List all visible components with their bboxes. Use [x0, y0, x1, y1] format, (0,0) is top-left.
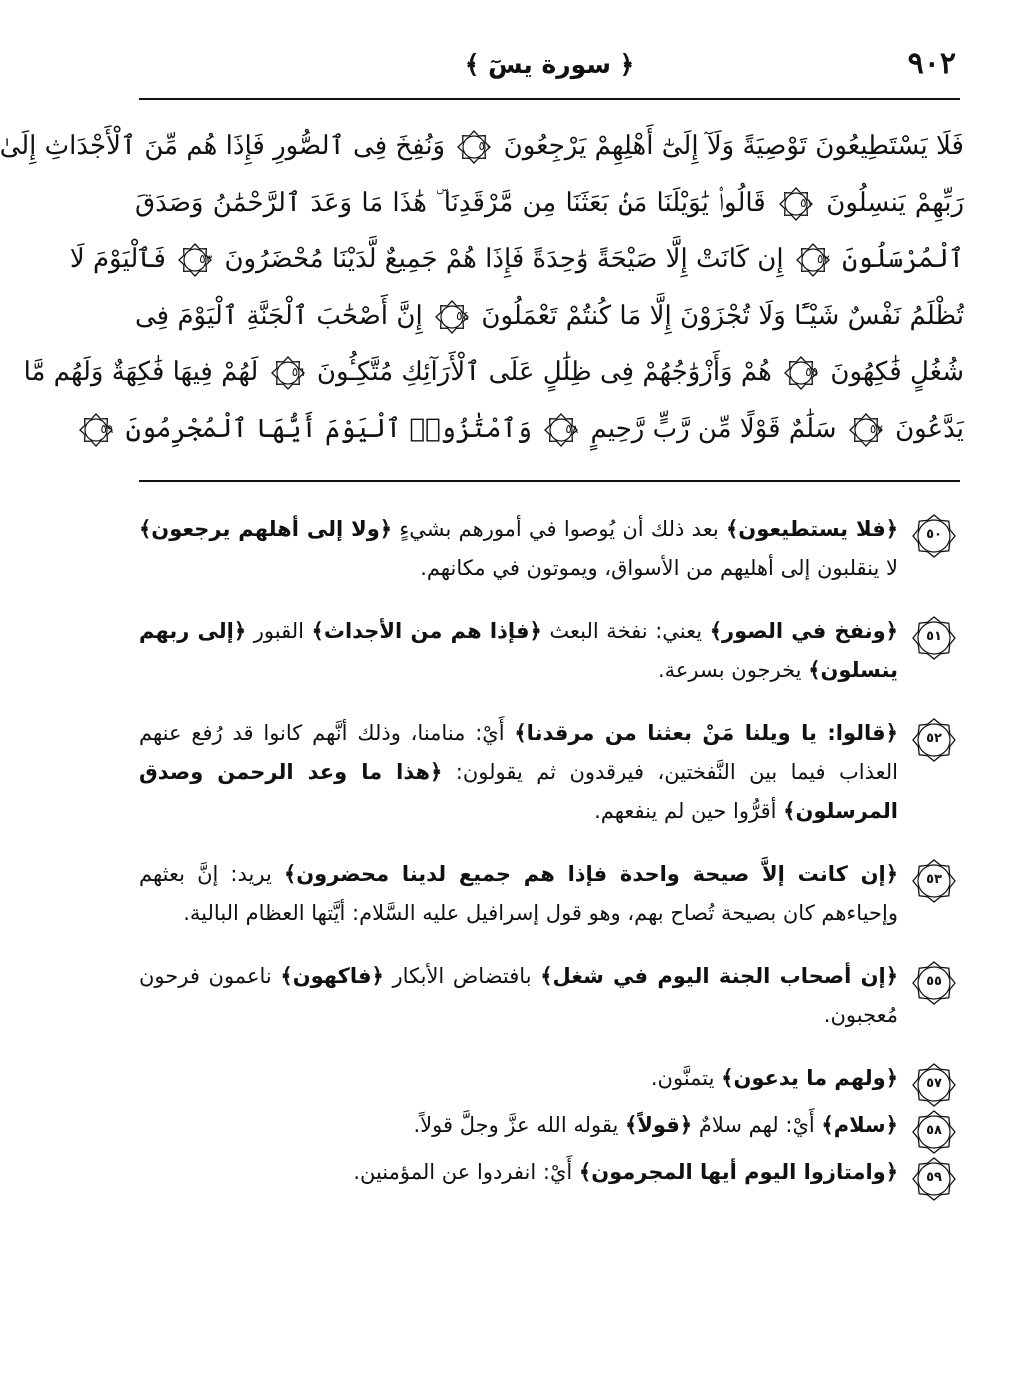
ayah-number: ٥٣ [199, 252, 213, 266]
quran-text: هُمْ وَأَزْوَٰجُهُمْ فِى ظِلَٰلٍ عَلَى ٱلْأَرَآئِكِ مُتَّكِـُٔونَ [316, 357, 772, 387]
quoted-verse-text: ﴿فإذا هم من الأجداث﴾ [311, 619, 542, 643]
quoted-verse-text: ﴿قالوا: يا ويلنا مَنْ بعثنا من مرقدنا﴾ [514, 721, 898, 745]
tafsir-ayah-number: ٥٣ [926, 872, 942, 887]
quran-text: قَالُوا۟ يَٰوَيْلَنَا مَنۢ بَعَثَنَا مِن مَّرْقَدِنَا ۜ هَٰذَا مَا وَعَدَ ٱلرَّحْمَٰنُ وَصَدَقَ [135, 187, 766, 218]
page-number: ٩٠٢ [907, 46, 956, 81]
quran-text: وَٱمْتَٰزُوا۟ ٱلْيَوْمَ أَيُّهَا ٱلْمُجْرِمُونَ [125, 413, 533, 444]
ayah-number: ٥٩ [100, 421, 114, 436]
ayah-number-marker [544, 413, 578, 447]
tafsir-ayah-number: ٥٠ [926, 527, 942, 542]
tafsir-entry [139, 855, 960, 933]
tafsir-ayah-marker [912, 1110, 956, 1154]
tafsir-ayah-number: ٥٨ [926, 1123, 942, 1138]
tafsir-entry [139, 510, 960, 588]
quoted-verse-text: ﴿فاكهون﴾ [280, 964, 384, 988]
quoted-verse-text: ﴿ولا إلى أهلهم يرجعون﴾ [139, 517, 393, 541]
tafsir-ayah-number: ٥٢ [926, 731, 942, 746]
ayah-number-marker [178, 243, 212, 277]
quoted-verse-text: ﴿هذا ما وعد الرحمن وصدق المرسلون﴾ [139, 760, 898, 823]
tafsir-entry [139, 714, 960, 831]
commentary-text: أَيْ: منامنا، وذلك أنَّهم كانوا قد رُفع عنهم العذاب فيما بين النَّفختين، فيرقدون ثم يقولون: [139, 721, 898, 784]
quran-text: شُغُلٍ فَٰكِهُونَ [830, 357, 964, 387]
commentary-text: لا ينقلبون إلى أهليهم من الأسواق، ويموتون في مكانهم. [420, 556, 898, 580]
quoted-verse-text: ﴿وامتازوا اليوم أيها المجرمون﴾ [578, 1160, 898, 1184]
commentary-text: بعد ذلك أن يُوصوا في أمورهم بشيءٍ [392, 517, 726, 541]
quoted-verse-text: ﴿إن كانت إلاَّ صيحة واحدة فإذا هم جميع لدينا محضرون﴾ [283, 862, 899, 886]
commentary-text: أقرُّوا حين لم ينفعهم. [594, 799, 784, 823]
tafsir-block [139, 510, 960, 1192]
tafsir-ayah-marker [912, 718, 956, 762]
quran-line [135, 288, 964, 345]
tafsir-ayah-number: ٥١ [926, 629, 942, 644]
tafsir-entry [139, 957, 960, 1035]
quran-text: وَنُفِخَ فِى ٱلصُّورِ فَإِذَا هُم مِّنَ ٱلْأَجْدَاثِ إِلَىٰ [0, 131, 446, 161]
quran-text: فَٱلْيَوْمَ لَا [69, 244, 166, 274]
quran-line [69, 231, 964, 288]
ayah-number: ٥١ [800, 195, 813, 210]
commentary-text: ناعمون فرحون مُعجبون. [139, 964, 898, 1027]
ayah-number-marker [457, 130, 491, 164]
tafsir-ayah-number: ٥٥ [926, 974, 942, 989]
tafsir-entry [139, 1106, 960, 1145]
tafsir-entry [139, 1153, 960, 1192]
quoted-verse-text: ﴿إن أصحاب الجنة اليوم في شغل﴾ [540, 964, 899, 988]
ayah-number-marker [435, 300, 469, 334]
ayah-number-marker [796, 243, 830, 277]
commentary-text: يقوله الله عزَّ وجلَّ قولاً. [413, 1113, 625, 1137]
tafsir-ayah-marker [912, 859, 956, 903]
ayah-number: ٥٢ [816, 252, 830, 266]
ayah-number: ٥٤ [456, 308, 470, 323]
quran-text: إِنَّ أَصْحَٰبَ ٱلْجَنَّةِ ٱلْيَوْمَ فِى [135, 300, 423, 331]
commentary-text: بافتضاض الأبكار [383, 964, 541, 988]
quoted-verse-text: ﴿قولاً﴾ [624, 1113, 693, 1137]
ayah-number-marker [849, 413, 883, 447]
commentary-text: أَيْ: انفردوا عن المؤمنين. [353, 1160, 579, 1184]
tafsir-ayah-number: ٥٧ [926, 1076, 942, 1091]
ayah-number: ٥٥ [805, 365, 819, 379]
commentary-text: يخرجون بسرعة. [657, 658, 809, 682]
quran-text: لَهُمْ فِيهَا فَٰكِهَةٌ وَلَهُم مَّا [23, 357, 259, 387]
commentary-text: يعني: نفخة البعث [541, 619, 710, 643]
surah-title: ﴿ سورة يسٓ ﴾ [464, 50, 635, 79]
quran-text: يَدَّعُونَ [895, 413, 964, 444]
quran-text: سَلَٰمٌ قَوْلًا مِّن رَّبٍّ رَّحِيمٍ [590, 413, 837, 444]
header-divider [139, 98, 960, 100]
quran-line [135, 175, 964, 232]
quoted-verse-text: ﴿ونفخ في الصور﴾ [709, 619, 898, 643]
ayah-number: ٥٠ [478, 139, 492, 153]
quran-text: رَبِّهِمْ يَنسِلُونَ [826, 187, 965, 218]
quran-text: فَلَا يَسْتَطِيعُونَ تَوْصِيَةً وَلَآ إِلَىٰٓ أَهْلِهِمْ يَرْجِعُونَ [503, 131, 964, 161]
page-header [139, 40, 960, 96]
quran-line [100, 401, 964, 458]
ayah-number-marker [779, 187, 813, 221]
tafsir-ayah-marker [912, 1063, 956, 1107]
quoted-verse-text: ﴿سلام﴾ [821, 1113, 898, 1137]
tafsir-entry [139, 1059, 960, 1098]
ayah-number: ٥٨ [565, 421, 579, 436]
ayah-number: ٥٦ [291, 365, 305, 379]
quoted-verse-text: ﴿إلى ربهم ينسلون﴾ [139, 619, 898, 682]
tafsir-entry [139, 612, 960, 690]
quran-line [23, 344, 964, 401]
tafsir-ayah-marker [912, 961, 956, 1005]
ayah-number-marker [271, 356, 305, 390]
quoted-verse-text: ﴿فلا يستطيعون﴾ [725, 517, 898, 541]
ayah-number: ٥٧ [869, 421, 883, 436]
commentary-text: أَيْ: لهم سلامٌ [692, 1113, 822, 1137]
quoted-verse-text: ﴿ولهم ما يدعون﴾ [721, 1066, 898, 1090]
commentary-text: يريد: إنَّ بعثهم وإحياءهم كان بصيحة تُصاح بهم، وهو قول إسرافيل عليه السَّلام: أيَّتها العظام البالية. [139, 862, 898, 925]
commentary-text: القبور [246, 619, 312, 643]
quran-text: ٱلْمُرْسَلُونَ [842, 244, 964, 274]
section-divider [139, 480, 960, 482]
ayah-number-marker [79, 413, 113, 447]
tafsir-ayah-marker [912, 616, 956, 660]
quran-line [0, 118, 964, 175]
tafsir-ayah-number: ٥٩ [926, 1170, 942, 1185]
commentary-text: يتمنَّون. [650, 1066, 722, 1090]
quran-text: تُظْلَمُ نَفْسٌ شَيْـًٔا وَلَا تُجْزَوْنَ إِلَّا مَا كُنتُمْ تَعْمَلُونَ [481, 300, 964, 331]
tafsir-ayah-marker [912, 1157, 956, 1201]
quran-text-block [0, 118, 965, 457]
quran-text: إِن كَانَتْ إِلَّا صَيْحَةً وَٰحِدَةً فَإِذَا هُمْ جَمِيعٌ لَّدَيْنَا مُحْضَرُونَ [224, 244, 784, 274]
tafsir-ayah-marker [912, 514, 956, 558]
ayah-number-marker [784, 356, 818, 390]
